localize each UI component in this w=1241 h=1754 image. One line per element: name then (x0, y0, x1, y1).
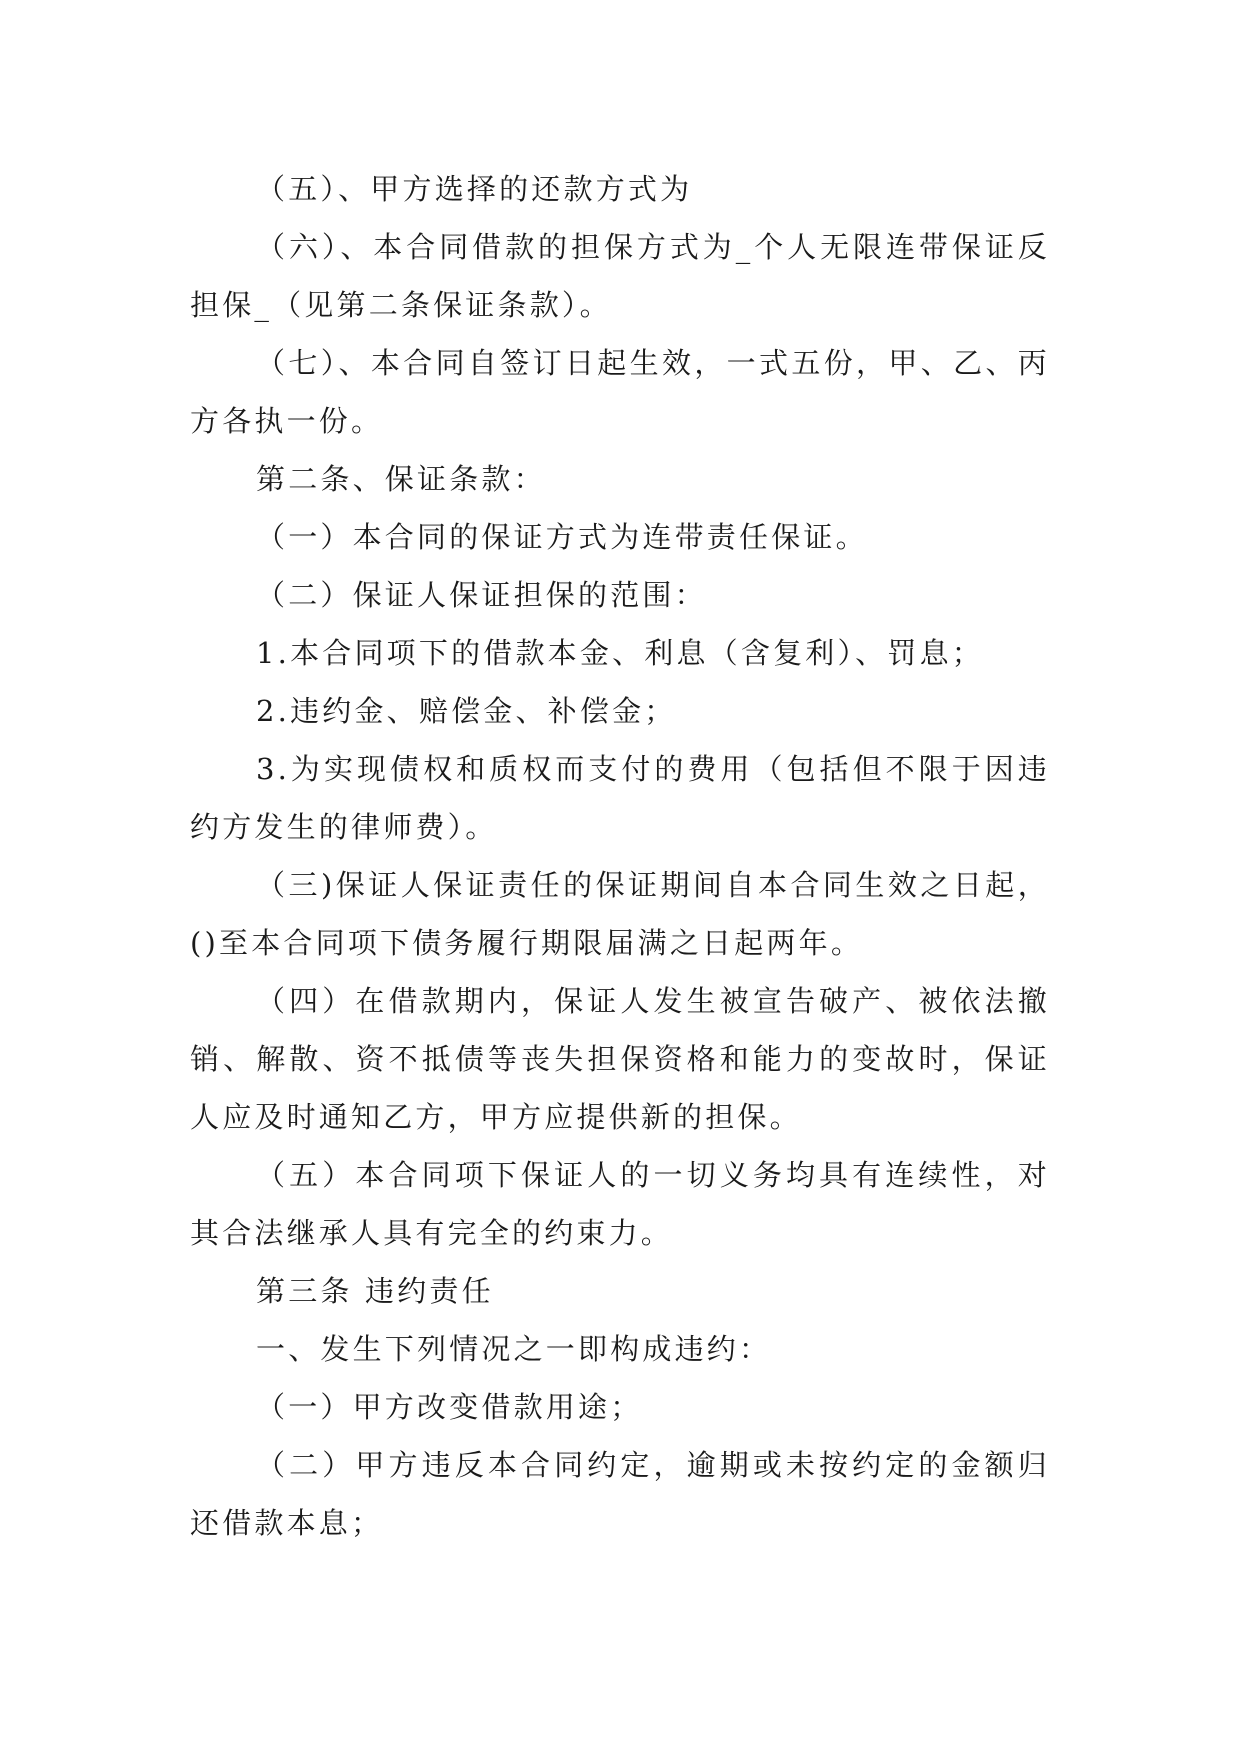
list-item-purpose-change: （一）甲方改变借款用途； (256, 1390, 643, 1424)
paragraph-effective-date: （七）、本合同自签订日起生效，一式五份，甲、乙、丙方各执一份。 (190, 346, 1050, 438)
paragraph-guarantor-change: （四）在借款期内，保证人发生被宣告破产、被依法撤销、解散、资不抵债等丧失担保资格和能力的变故时，保证人应及时通知乙方，甲方应提供新的担保。 (190, 984, 1050, 1134)
list-item-penalties: 2.违约金、赔偿金、补偿金； (256, 694, 677, 728)
heading-article-3: 第三条 违约责任 (256, 1274, 494, 1308)
paragraph-guarantee-type: （一）本合同的保证方式为连带责任保证。 (256, 520, 868, 554)
heading-article-2: 第二条、保证条款： (256, 462, 546, 496)
document-page (190, 160, 1050, 1552)
paragraph-obligation-continuity: （五）本合同项下保证人的一切义务均具有连续性，对其合法继承人具有完全的约束力。 (190, 1158, 1050, 1250)
paragraph-guarantee-method: （六）、本合同借款的担保方式为_个人无限连带保证反担保_（见第二条保证条款）。 (190, 230, 1050, 322)
list-item-overdue-repayment: （二）甲方违反本合同约定，逾期或未按约定的金额归还借款本息； (190, 1448, 1050, 1540)
paragraph-repayment-method: （五）、甲方选择的还款方式为 (256, 172, 693, 206)
paragraph-guarantee-period: （三)保证人保证责任的保证期间自本合同生效之日起，()至本合同项下债务履行期限届满之日起两年。 (190, 868, 1050, 960)
list-item-principal-interest: 1.本合同项下的借款本金、利息（含复利）、罚息； (256, 636, 984, 670)
list-item-expenses: 3.为实现债权和质权而支付的费用（包括但不限于因违约方发生的律师费）。 (190, 752, 1050, 844)
paragraph-breach-conditions: 一、发生下列情况之一即构成违约： (256, 1332, 772, 1366)
paragraph-guarantee-scope: （二）保证人保证担保的范围： (256, 578, 707, 612)
